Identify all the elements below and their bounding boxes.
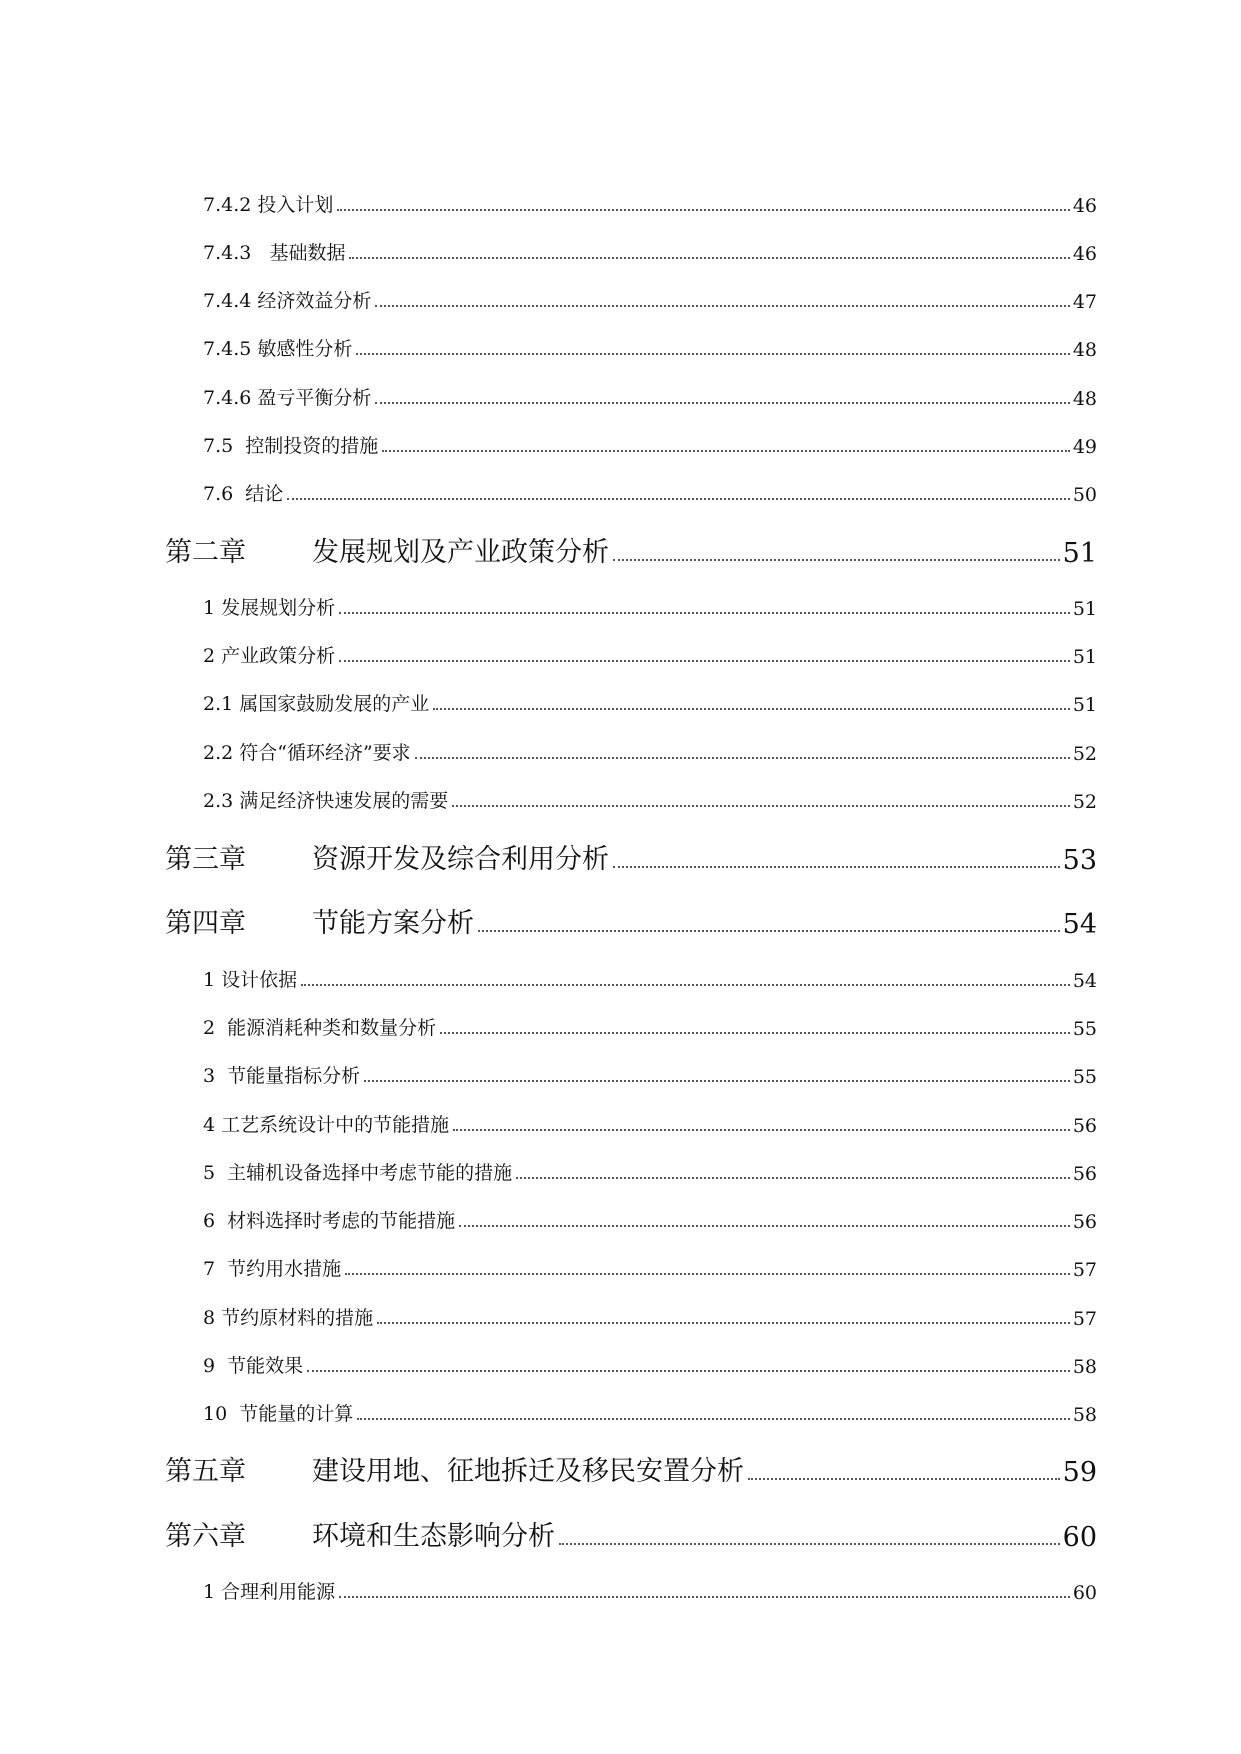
toc-chapter bbox=[165, 529, 1097, 569]
toc-entry bbox=[203, 380, 1097, 410]
toc-entry-page: 56 bbox=[1072, 1115, 1097, 1137]
toc-entry-page: 56 bbox=[1072, 1163, 1097, 1185]
dot-leader bbox=[356, 353, 1069, 355]
dot-leader bbox=[516, 1177, 1070, 1179]
toc-entry bbox=[203, 331, 1097, 361]
toc-entry bbox=[203, 235, 1097, 265]
toc-chapter-label: 建设用地、征地拆迁及移民安置分析 bbox=[312, 1456, 744, 1487]
dot-leader bbox=[459, 1225, 1070, 1227]
toc-chapter-label: 资源开发及综合利用分析 bbox=[312, 844, 609, 875]
toc-chapter-page: 60 bbox=[1062, 1522, 1097, 1553]
toc-entry-label: 7.4.3 基础数据 bbox=[203, 242, 346, 264]
dot-leader bbox=[339, 660, 1070, 662]
dot-leader bbox=[375, 305, 1069, 307]
toc-entry-label: 7.4.5 敏感性分析 bbox=[203, 338, 353, 360]
toc-chapter-label: 发展规划及产业政策分析 bbox=[312, 537, 609, 568]
toc-entry bbox=[203, 962, 1097, 992]
toc-entry bbox=[203, 1396, 1097, 1426]
toc-entry bbox=[203, 476, 1097, 506]
toc-entry-label: 2.3 满足经济快速发展的需要 bbox=[203, 790, 449, 812]
toc-entry-page: 55 bbox=[1072, 1066, 1097, 1088]
toc-entry bbox=[203, 187, 1097, 217]
toc-entry-page: 57 bbox=[1072, 1259, 1097, 1281]
toc-chapter bbox=[165, 900, 1097, 940]
dot-leader bbox=[364, 1080, 1070, 1082]
toc-entry-page: 49 bbox=[1072, 436, 1097, 458]
dot-leader bbox=[339, 612, 1070, 614]
toc-entry bbox=[203, 283, 1097, 313]
toc-entry bbox=[203, 1300, 1097, 1330]
toc-chapter-number: 第六章 bbox=[165, 1521, 246, 1552]
toc-chapter-number: 第四章 bbox=[165, 908, 246, 939]
toc-entry-label: 7.6 结论 bbox=[203, 483, 284, 505]
dot-leader bbox=[357, 1418, 1070, 1420]
toc-entry bbox=[203, 428, 1097, 458]
toc-entry bbox=[203, 1574, 1097, 1604]
toc-chapter bbox=[165, 836, 1097, 876]
dot-leader bbox=[748, 1478, 1060, 1480]
toc-entry-label: 7.4.6 盈亏平衡分析 bbox=[203, 387, 372, 409]
toc-entry-label: 6 材料选择时考虑的节能措施 bbox=[203, 1210, 456, 1232]
dot-leader bbox=[301, 984, 1070, 986]
toc-entry-label: 3 节能量指标分析 bbox=[203, 1065, 361, 1087]
toc-entry-label: 8 节约原材料的措施 bbox=[203, 1307, 374, 1329]
dot-leader bbox=[613, 559, 1060, 561]
toc-entry-label: 2.2 符合“循环经济”要求 bbox=[203, 742, 411, 764]
toc-entry-page: 58 bbox=[1072, 1356, 1097, 1378]
toc-entry-page: 47 bbox=[1072, 291, 1097, 313]
toc-chapter-label: 环境和生态影响分析 bbox=[312, 1521, 555, 1552]
dot-leader bbox=[345, 1273, 1070, 1275]
toc-entry-label: 2 产业政策分析 bbox=[203, 645, 336, 667]
toc-entry-page: 56 bbox=[1072, 1211, 1097, 1233]
toc-entry-page: 51 bbox=[1072, 694, 1097, 716]
toc-entry-page: 51 bbox=[1072, 646, 1097, 668]
toc-entry bbox=[203, 1203, 1097, 1233]
toc-entry-label: 1 发展规划分析 bbox=[203, 597, 336, 619]
toc-entry-page: 55 bbox=[1072, 1018, 1097, 1040]
toc-chapter-page: 53 bbox=[1062, 845, 1097, 876]
toc-entry-label: 7.4.2 投入计划 bbox=[203, 194, 334, 216]
toc-entry-label: 10 节能量的计算 bbox=[203, 1403, 354, 1425]
toc-entry-page: 48 bbox=[1072, 388, 1097, 410]
toc-entry-page: 60 bbox=[1072, 1582, 1097, 1604]
toc-entry bbox=[203, 1058, 1097, 1088]
toc-entry bbox=[203, 686, 1097, 716]
toc-entry-page: 46 bbox=[1072, 195, 1097, 217]
toc-chapter-number: 第三章 bbox=[165, 844, 246, 875]
toc-entry-label: 2.1 属国家鼓励发展的产业 bbox=[203, 693, 430, 715]
toc-entry bbox=[203, 1010, 1097, 1040]
toc-entry-label: 7.5 控制投资的措施 bbox=[203, 435, 379, 457]
toc-chapter-label: 节能方案分析 bbox=[312, 908, 474, 939]
toc-entry-label: 5 主辅机设备选择中考虑节能的措施 bbox=[203, 1162, 513, 1184]
dot-leader bbox=[337, 209, 1069, 211]
dot-leader bbox=[375, 402, 1069, 404]
toc-chapter-page: 51 bbox=[1062, 538, 1097, 569]
toc-chapter-page: 54 bbox=[1062, 909, 1097, 940]
toc-entry-page: 52 bbox=[1072, 743, 1097, 765]
dot-leader bbox=[415, 757, 1070, 759]
dot-leader bbox=[613, 866, 1060, 868]
toc-chapter-number: 第二章 bbox=[165, 537, 246, 568]
toc-entry bbox=[203, 1107, 1097, 1137]
toc-entry-page: 51 bbox=[1072, 598, 1097, 620]
toc-entry bbox=[203, 735, 1097, 765]
dot-leader bbox=[377, 1322, 1070, 1324]
toc-entry-label: 1 合理利用能源 bbox=[203, 1581, 336, 1603]
dot-leader bbox=[440, 1032, 1070, 1034]
toc-entry-page: 52 bbox=[1072, 791, 1097, 813]
toc-entry bbox=[203, 1251, 1097, 1281]
toc-entry-page: 50 bbox=[1072, 484, 1097, 506]
dot-leader bbox=[339, 1596, 1070, 1598]
toc-chapter bbox=[165, 1448, 1097, 1488]
toc-entry bbox=[203, 1155, 1097, 1185]
toc-chapter-number: 第五章 bbox=[165, 1456, 246, 1487]
toc-entry-page: 54 bbox=[1072, 970, 1097, 992]
toc-entry-page: 46 bbox=[1072, 243, 1097, 265]
toc-entry-page: 58 bbox=[1072, 1404, 1097, 1426]
toc-entry bbox=[203, 590, 1097, 620]
toc-entry bbox=[203, 1348, 1097, 1378]
toc-entry-page: 57 bbox=[1072, 1308, 1097, 1330]
toc-entry-label: 7 节约用水措施 bbox=[203, 1258, 342, 1280]
dot-leader bbox=[349, 257, 1069, 259]
toc-entry-label: 9 节能效果 bbox=[203, 1355, 304, 1377]
dot-leader bbox=[433, 708, 1070, 710]
toc-chapter-page: 59 bbox=[1062, 1457, 1097, 1488]
dot-leader bbox=[453, 1129, 1070, 1131]
toc-entry bbox=[203, 783, 1097, 813]
toc-entry-label: 4 工艺系统设计中的节能措施 bbox=[203, 1114, 450, 1136]
toc-chapter bbox=[165, 1513, 1097, 1553]
toc-entry-label: 7.4.4 经济效益分析 bbox=[203, 290, 372, 312]
dot-leader bbox=[452, 805, 1070, 807]
dot-leader bbox=[287, 498, 1070, 500]
dot-leader bbox=[559, 1543, 1060, 1545]
dot-leader bbox=[382, 450, 1070, 452]
toc-entry bbox=[203, 638, 1097, 668]
toc-entry-label: 1 设计依据 bbox=[203, 969, 298, 991]
dot-leader bbox=[478, 930, 1060, 932]
toc-entry-page: 48 bbox=[1072, 339, 1097, 361]
dot-leader bbox=[307, 1370, 1070, 1372]
toc-entry-label: 2 能源消耗种类和数量分析 bbox=[203, 1017, 437, 1039]
